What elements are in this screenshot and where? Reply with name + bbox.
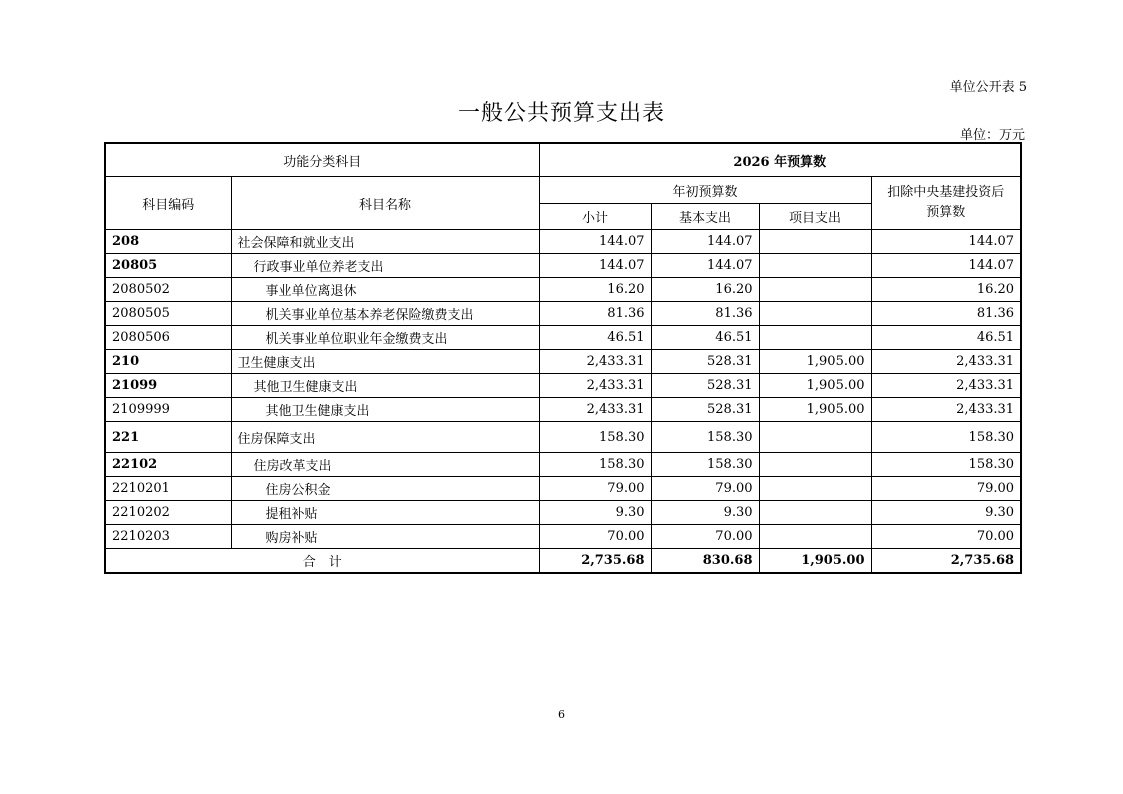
row-name: 住房公积金 — [231, 477, 539, 501]
row-name: 卫生健康支出 — [231, 350, 539, 374]
row-code: 2210201 — [105, 477, 231, 501]
row-excl: 46.51 — [871, 326, 1021, 350]
row-code: 20805 — [105, 254, 231, 278]
row-project — [759, 422, 871, 453]
row-project: 1,905.00 — [759, 350, 871, 374]
row-name: 社会保障和就业支出 — [231, 230, 539, 254]
row-code: 22102 — [105, 453, 231, 477]
row-code: 210 — [105, 350, 231, 374]
row-project — [759, 278, 871, 302]
row-subtotal: 144.07 — [539, 230, 651, 254]
row-subtotal: 79.00 — [539, 477, 651, 501]
table-row — [105, 422, 1021, 453]
table-row — [105, 374, 1021, 398]
row-name: 机关事业单位基本养老保险缴费支出 — [231, 302, 539, 326]
header-basic: 基本支出 — [651, 204, 759, 230]
table-row — [105, 453, 1021, 477]
total-basic: 830.68 — [651, 549, 759, 574]
row-excl: 79.00 — [871, 477, 1021, 501]
total-project: 1,905.00 — [759, 549, 871, 574]
row-name: 提租补贴 — [231, 501, 539, 525]
row-basic: 81.36 — [651, 302, 759, 326]
header-code: 科目编码 — [105, 177, 231, 230]
row-excl: 144.07 — [871, 254, 1021, 278]
table-row — [105, 254, 1021, 278]
row-excl: 144.07 — [871, 230, 1021, 254]
row-project — [759, 525, 871, 549]
row-project — [759, 326, 871, 350]
table-row — [105, 278, 1021, 302]
row-code: 2080506 — [105, 326, 231, 350]
row-excl: 158.30 — [871, 453, 1021, 477]
row-code: 221 — [105, 422, 231, 453]
row-excl: 2,433.31 — [871, 398, 1021, 422]
row-project — [759, 230, 871, 254]
row-name: 住房改革支出 — [231, 453, 539, 477]
row-excl: 2,433.31 — [871, 350, 1021, 374]
row-code: 2080502 — [105, 278, 231, 302]
row-code: 2080505 — [105, 302, 231, 326]
table-row — [105, 501, 1021, 525]
header-func-class: 功能分类科目 — [105, 143, 539, 177]
header-excl-central — [871, 177, 1021, 230]
row-name: 其他卫生健康支出 — [231, 398, 539, 422]
row-subtotal: 9.30 — [539, 501, 651, 525]
row-subtotal: 158.30 — [539, 453, 651, 477]
budget-table — [104, 142, 1022, 574]
row-subtotal: 158.30 — [539, 422, 651, 453]
row-name: 事业单位离退休 — [231, 278, 539, 302]
row-code: 2210202 — [105, 501, 231, 525]
row-basic: 9.30 — [651, 501, 759, 525]
row-excl: 81.36 — [871, 302, 1021, 326]
row-subtotal: 81.36 — [539, 302, 651, 326]
row-project — [759, 453, 871, 477]
table-number: 单位公开表 5 — [949, 80, 1027, 95]
row-basic: 144.07 — [651, 254, 759, 278]
table-row — [105, 398, 1021, 422]
row-project — [759, 302, 871, 326]
row-basic: 46.51 — [651, 326, 759, 350]
row-basic: 70.00 — [651, 525, 759, 549]
row-project — [759, 501, 871, 525]
row-project — [759, 254, 871, 278]
header-project: 项目支出 — [759, 204, 871, 230]
table-row — [105, 350, 1021, 374]
total-row — [105, 549, 1021, 574]
header-excl-line2: 预算数 — [926, 205, 966, 220]
table-row — [105, 230, 1021, 254]
unit-label: 单位：万元 — [959, 128, 1025, 143]
header-subtotal: 小计 — [539, 204, 651, 230]
total-label: 合 计 — [105, 549, 539, 574]
row-basic: 158.30 — [651, 422, 759, 453]
row-name: 住房保障支出 — [231, 422, 539, 453]
row-name: 其他卫生健康支出 — [231, 374, 539, 398]
row-subtotal: 46.51 — [539, 326, 651, 350]
row-excl: 2,433.31 — [871, 374, 1021, 398]
row-subtotal: 2,433.31 — [539, 374, 651, 398]
header-excl-line1: 扣除中央基建投资后 — [887, 185, 1005, 200]
row-code: 2210203 — [105, 525, 231, 549]
row-subtotal: 16.20 — [539, 278, 651, 302]
row-project: 1,905.00 — [759, 374, 871, 398]
row-code: 2109999 — [105, 398, 231, 422]
page-title: 一般公共预算支出表 — [457, 101, 665, 126]
header-budget-year: 2026 年预算数 — [539, 143, 1021, 177]
row-code: 208 — [105, 230, 231, 254]
header-name: 科目名称 — [231, 177, 539, 230]
row-excl: 158.30 — [871, 422, 1021, 453]
page-number: 6 — [558, 708, 565, 721]
row-name: 行政事业单位养老支出 — [231, 254, 539, 278]
header-initial-budget: 年初预算数 — [539, 177, 871, 204]
row-basic: 528.31 — [651, 350, 759, 374]
row-basic: 528.31 — [651, 374, 759, 398]
row-basic: 79.00 — [651, 477, 759, 501]
row-subtotal: 144.07 — [539, 254, 651, 278]
row-basic: 16.20 — [651, 278, 759, 302]
table-row — [105, 525, 1021, 549]
row-excl: 16.20 — [871, 278, 1021, 302]
row-name: 机关事业单位职业年金缴费支出 — [231, 326, 539, 350]
row-basic: 158.30 — [651, 453, 759, 477]
row-subtotal: 2,433.31 — [539, 398, 651, 422]
row-name: 购房补贴 — [231, 525, 539, 549]
row-code: 21099 — [105, 374, 231, 398]
table-row — [105, 302, 1021, 326]
row-basic: 144.07 — [651, 230, 759, 254]
row-excl: 9.30 — [871, 501, 1021, 525]
table-row — [105, 477, 1021, 501]
row-basic: 528.31 — [651, 398, 759, 422]
row-subtotal: 2,433.31 — [539, 350, 651, 374]
table-row — [105, 326, 1021, 350]
total-excl: 2,735.68 — [871, 549, 1021, 574]
row-excl: 70.00 — [871, 525, 1021, 549]
row-project: 1,905.00 — [759, 398, 871, 422]
row-subtotal: 70.00 — [539, 525, 651, 549]
row-project — [759, 477, 871, 501]
total-subtotal: 2,735.68 — [539, 549, 651, 574]
